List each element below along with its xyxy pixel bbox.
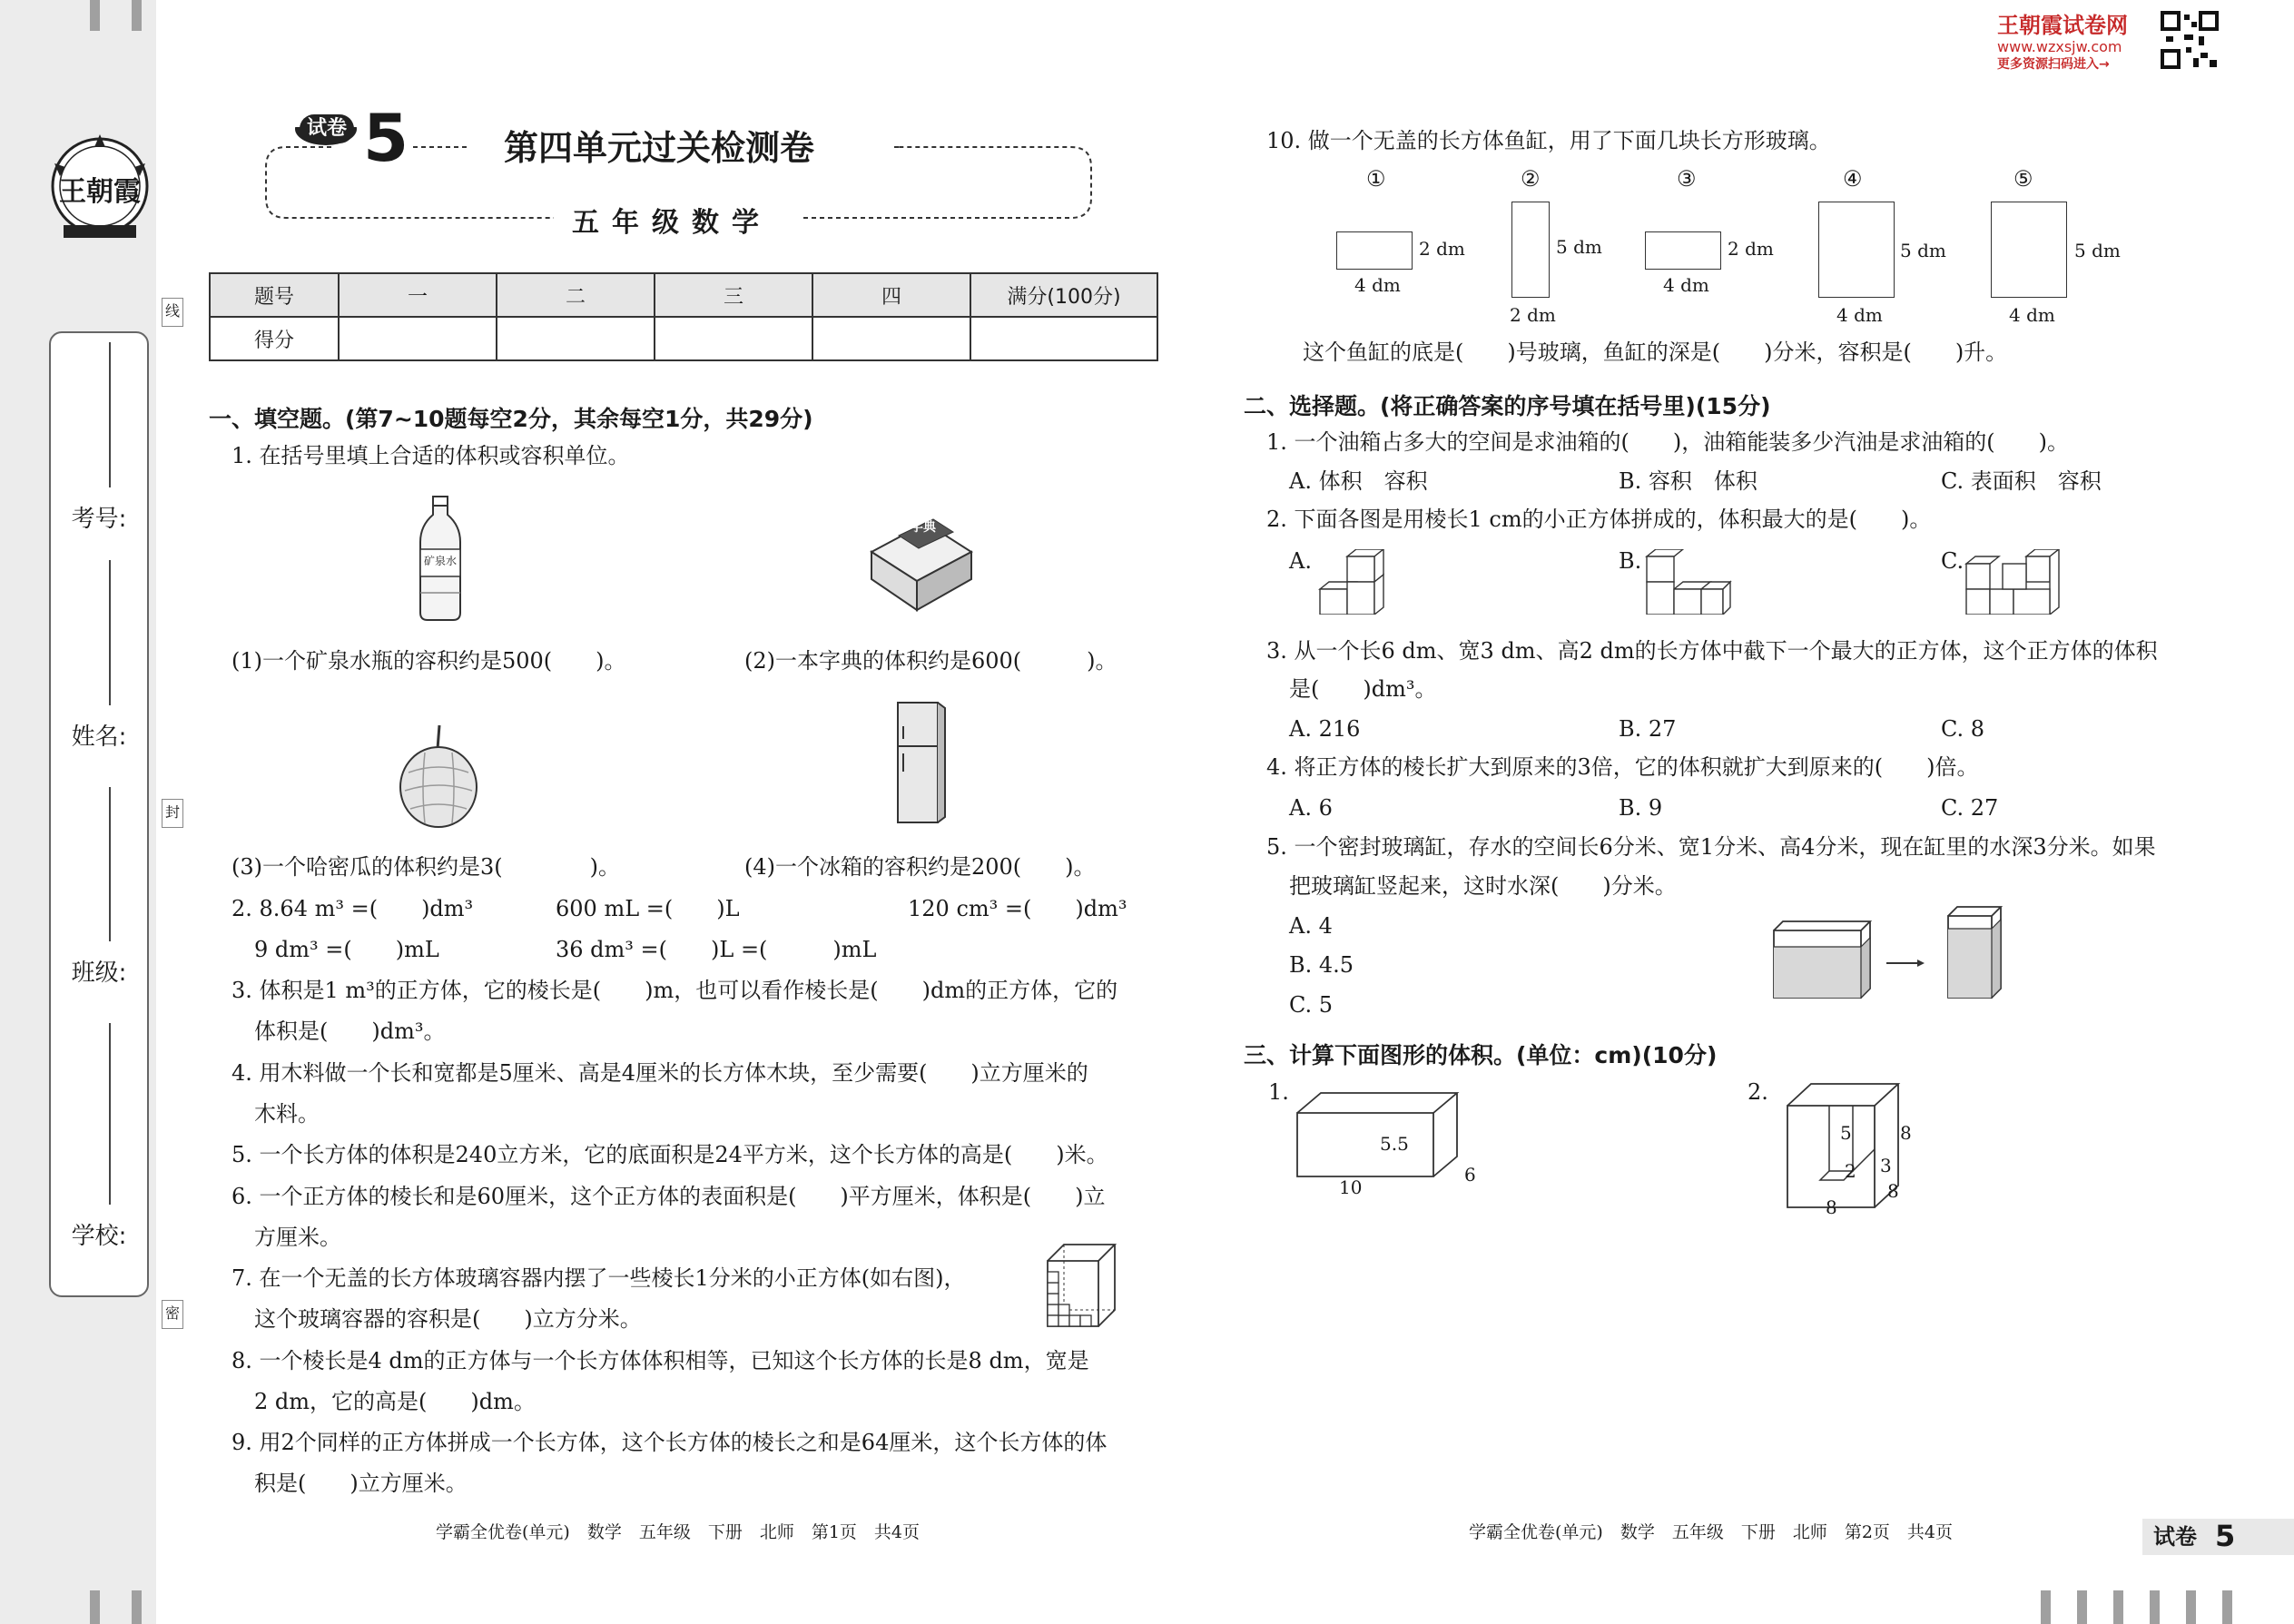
binding-tick	[2113, 1590, 2123, 1624]
choice-option[interactable]: B. 4.5	[1289, 952, 1354, 978]
score-header-cell: 二	[497, 273, 655, 317]
binding-tick	[90, 0, 100, 31]
school-label: 学校:	[71, 1223, 127, 1250]
glass-panel-2	[1511, 202, 1550, 298]
seal-mark: 密	[162, 1300, 183, 1329]
student-info-box	[49, 331, 149, 1297]
page-title: 第四单元过关检测卷	[504, 128, 815, 168]
glass-panel-3	[1645, 231, 1721, 270]
binding-tick	[2077, 1590, 2087, 1624]
question-9-line2: 积是( )立方厘米。	[254, 1471, 468, 1496]
choice-option[interactable]: A. 体积 容积	[1289, 468, 1428, 494]
glass-panel-1	[1336, 231, 1413, 270]
glass-panel-5	[1991, 202, 2067, 298]
question-2c: 120 cm³ =( )dm³	[908, 896, 1127, 921]
choice-option[interactable]: B.	[1619, 548, 1642, 574]
qr-code-icon[interactable]	[2161, 11, 2219, 69]
footer-left: 学霸全优卷(单元) 数学 五年级 下册 北师 第1页 共4页	[436, 1522, 921, 1542]
question-1-1: (1)一个矿泉水瓶的容积约是500( )。	[231, 648, 626, 674]
exam-number-label: 考号:	[71, 506, 127, 533]
section1-heading: 一、填空题。(第7~10题每空2分，其余每空1分，共29分)	[209, 406, 813, 432]
question-2b: 600 mL =( )L	[556, 896, 740, 921]
binding-tick	[90, 1590, 100, 1624]
choice-option[interactable]: C.	[1941, 548, 1964, 574]
panel-side-label: 2 dm	[1419, 238, 1465, 260]
choice-option[interactable]: C. 表面积 容积	[1941, 468, 2102, 494]
question-2d: 9 dm³ =( )mL	[254, 937, 439, 962]
panel-bottom-label: 2 dm	[1510, 304, 1556, 326]
question-1-2: (2)一本字典的体积约是600( )。	[744, 648, 1117, 674]
dim-label: 2	[1845, 1160, 1856, 1182]
panel-number: ①	[1366, 166, 1386, 192]
dim-label: 3	[1880, 1155, 1892, 1176]
question-1-3: (3)一个哈密瓜的体积约是3( )。	[231, 854, 620, 880]
panel-bottom-label: 4 dm	[1663, 274, 1709, 296]
footer-right: 学霸全优卷(单元) 数学 五年级 下册 北师 第2页 共4页	[1469, 1522, 1954, 1542]
choice-option[interactable]: A.	[1289, 548, 1312, 574]
score-cell[interactable]	[812, 317, 970, 360]
figure-2-number: 2.	[1748, 1079, 1768, 1105]
exam-number-line[interactable]	[109, 342, 111, 487]
publisher-logo	[45, 127, 154, 245]
school-line[interactable]	[109, 1023, 111, 1205]
cube-figure-c	[1963, 549, 2063, 615]
choice-option[interactable]: B. 27	[1619, 716, 1677, 742]
score-header-cell: 四	[812, 273, 970, 317]
score-header-cell: 题号	[210, 273, 339, 317]
section2-heading: 二、选择题。(将正确答案的序号填在括号里)(15分)	[1244, 393, 1771, 419]
choice-option[interactable]: C. 27	[1941, 795, 1999, 821]
binding-tick	[2186, 1590, 2196, 1624]
choice-question-5-line1: 5. 一个密封玻璃缸，存水的空间长6分米、宽1分米、高4分米，现在缸里的水深3分米。如果	[1266, 834, 2156, 860]
section3-heading: 三、计算下面图形的体积。(单位：cm)(10分)	[1244, 1042, 1718, 1068]
bottle-label-text: 矿泉水	[423, 555, 457, 567]
question-4-line1: 4. 用木料做一个长和宽都是5厘米、高是4厘米的长方体木块，至少需要( )立方厘米的	[231, 1060, 1088, 1086]
paper-number: 5	[363, 100, 409, 176]
dim-label: 8	[1900, 1122, 1912, 1144]
score-cell[interactable]	[339, 317, 497, 360]
dim-label: 5.5	[1380, 1133, 1409, 1155]
page-subtitle: 五年级数学	[563, 205, 781, 241]
panel-number: ④	[1843, 166, 1863, 192]
panel-bottom-label: 4 dm	[1354, 274, 1401, 296]
class-line[interactable]	[109, 787, 111, 941]
choice-question-5-line2: 把玻璃缸竖起来，这时水深( )分米。	[1289, 873, 1677, 899]
dim-label: 8	[1826, 1196, 1837, 1218]
glass-panel-4	[1818, 202, 1895, 298]
binding-tick	[2222, 1590, 2232, 1624]
dim-label: 10	[1339, 1176, 1363, 1198]
question-6-line2: 方厘米。	[254, 1225, 341, 1250]
question-5: 5. 一个长方体的体积是240立方米，它的底面积是24平方米，这个长方体的高是( )米。	[231, 1142, 1108, 1167]
question-7-line2: 这个玻璃容器的容积是( )立方分米。	[254, 1306, 642, 1332]
binding-tick	[2041, 1590, 2051, 1624]
choice-option[interactable]: A. 6	[1289, 795, 1333, 821]
panel-bottom-label: 4 dm	[2009, 304, 2055, 326]
seal-mark: 线	[162, 298, 183, 327]
choice-question-3-line1: 3. 从一个长6 dm、宽3 dm、高2 dm的长方体中截下一个最大的正方体，这个正方体的体积	[1266, 638, 2158, 664]
question-1-4: (4)一个冰箱的容积约是200( )。	[744, 854, 1096, 880]
water-tank-figure	[1770, 903, 2024, 1003]
logo-text: 王朝霞	[59, 176, 141, 208]
question-2a: 2. 8.64 m³ =( )dm³	[231, 896, 474, 921]
site-brand: 王朝霞试卷网	[1997, 13, 2128, 38]
panel-number: ⑤	[2013, 166, 2033, 192]
score-cell[interactable]	[655, 317, 812, 360]
question-8-line2: 2 dm，它的高是( )dm。	[254, 1389, 536, 1414]
fridge-icon	[894, 699, 949, 826]
glass-container-figure	[1044, 1239, 1117, 1330]
site-slogan: 更多资源扫码进入→	[1997, 57, 2110, 72]
question-7-line1: 7. 在一个无盖的长方体玻璃容器内摆了一些棱长1分米的小正方体(如右图)，	[231, 1265, 966, 1291]
score-cell[interactable]	[497, 317, 655, 360]
paper-badge: 试卷	[300, 114, 354, 143]
choice-question-3-line2: 是( )dm³。	[1289, 676, 1437, 702]
question-3-line1: 3. 体积是1 m³的正方体，它的棱长是( )m，也可以看作棱长是( )dm的正方体，它的	[231, 978, 1118, 1003]
choice-question-2: 2. 下面各图是用棱长1 cm的小正方体拼成的，体积最大的是( )。	[1266, 507, 1932, 532]
choice-option[interactable]: A. 216	[1289, 716, 1361, 742]
panel-side-label: 5 dm	[1900, 240, 1946, 261]
score-table	[209, 272, 1158, 361]
dictionary-label: 字典	[911, 520, 936, 535]
melon-icon	[398, 722, 479, 831]
cube-figure-a	[1316, 549, 1407, 615]
cube-figure-b	[1643, 549, 1734, 615]
class-label: 班级:	[71, 960, 127, 987]
site-url[interactable]: www.wzxsjw.com	[1997, 38, 2122, 55]
panel-side-label: 2 dm	[1728, 238, 1774, 260]
question-3-line2: 体积是( )dm³。	[254, 1019, 446, 1044]
choice-option[interactable]: A. 4	[1289, 913, 1333, 939]
choice-option[interactable]: C. 5	[1289, 992, 1334, 1018]
score-cell[interactable]	[970, 317, 1157, 360]
score-row-label: 得分	[210, 317, 339, 360]
panel-bottom-label: 4 dm	[1836, 304, 1883, 326]
name-label: 姓名:	[71, 723, 127, 751]
binding-tick	[2150, 1590, 2160, 1624]
score-header-cell: 三	[655, 273, 812, 317]
binding-tick	[132, 0, 142, 31]
score-header-cell: 满分(100分)	[970, 273, 1157, 317]
panel-number: ③	[1677, 166, 1697, 192]
question-10: 10. 做一个无盖的长方体鱼缸，用了下面几块长方形玻璃。	[1266, 128, 1831, 153]
dim-label: 6	[1464, 1164, 1476, 1186]
corner-paper-label: 试卷	[2153, 1524, 2197, 1550]
choice-option[interactable]: B. 9	[1619, 795, 1663, 821]
question-9-line1: 9. 用2个同样的正方体拼成一个长方体，这个长方体的棱长之和是64厘米，这个长方体的体	[231, 1430, 1108, 1455]
score-header-cell: 一	[339, 273, 497, 317]
question-8-line1: 8. 一个棱长是4 dm的正方体与一个长方体体积相等，已知这个长方体的长是8 dm，宽是	[231, 1348, 1089, 1373]
choice-question-1: 1. 一个油箱占多大的空间是求油箱的( )，油箱能装多少汽油是求油箱的( )。	[1266, 429, 2069, 455]
choice-question-4: 4. 将正方体的棱长扩大到原来的3倍，它的体积就扩大到原来的( )倍。	[1266, 754, 1979, 780]
name-line[interactable]	[109, 560, 111, 705]
dim-label: 8	[1887, 1180, 1899, 1202]
corner-paper-number: 5	[2215, 1519, 2236, 1553]
choice-option[interactable]: C. 8	[1941, 716, 1985, 742]
figure-1-number: 1.	[1268, 1079, 1289, 1105]
panel-side-label: 5 dm	[1556, 236, 1602, 258]
question-1: 1. 在括号里填上合适的体积或容积单位。	[231, 443, 630, 468]
question-4-line2: 木料。	[254, 1101, 320, 1127]
question-10-answer: 这个鱼缸的底是( )号玻璃，鱼缸的深是( )分米，容积是( )升。	[1303, 340, 2008, 365]
question-6-line1: 6. 一个正方体的棱长和是60厘米，这个正方体的表面积是( )平方厘米，体积是( )立	[231, 1184, 1106, 1209]
panel-side-label: 5 dm	[2074, 240, 2121, 261]
seal-mark: 封	[162, 799, 183, 828]
binding-tick	[132, 1590, 142, 1624]
dim-label: 5	[1840, 1122, 1852, 1144]
panel-number: ②	[1521, 166, 1541, 192]
choice-option[interactable]: B. 容积 体积	[1619, 468, 1757, 494]
question-2e: 36 dm³ =( )L =( )mL	[556, 937, 877, 962]
